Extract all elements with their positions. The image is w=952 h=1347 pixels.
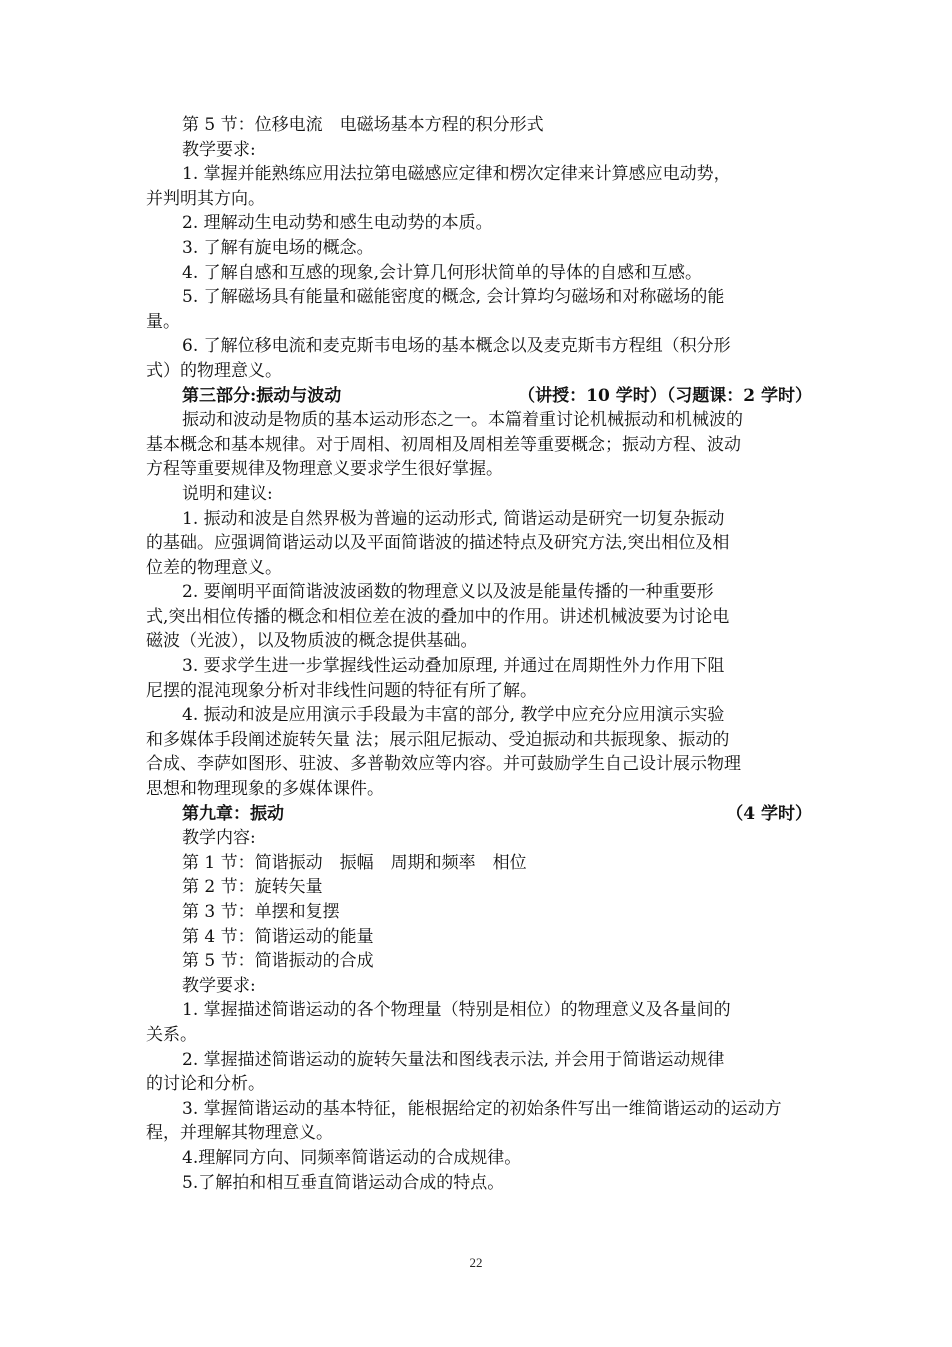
text-line: 振动和波动是物质的基本运动形态之一。本篇着重讨论机械振动和机械波的 <box>182 410 743 431</box>
text-line: 2. 掌握描述简谐运动的旋转矢量法和图线表示法, 并会用于简谐运动规律 <box>182 1049 725 1070</box>
text-line: 位差的物理意义。 <box>146 557 282 578</box>
part-3-body <box>146 408 812 802</box>
text-line: 磁波（光波），以及物质波的概念提供基础。 <box>146 631 478 652</box>
text-line: 第 3 节：单摆和复摆 <box>182 902 340 922</box>
text-line: 5. 了解磁场具有能量和磁能密度的概念, 会计算均匀磁场和对称磁场的能 <box>182 287 725 308</box>
text-line: 5.了解拍和相互垂直简谐运动合成的特点。 <box>182 1172 505 1193</box>
text-line: 式）的物理意义。 <box>146 360 282 381</box>
part-3-title: 第三部分:振动与波动 <box>182 385 342 406</box>
text-line: 量。 <box>146 311 180 332</box>
text-line: 教学要求: <box>182 139 256 160</box>
text-line: 6. 了解位移电流和麦克斯韦电场的基本概念以及麦克斯韦方程组（积分形 <box>182 336 731 357</box>
chapter-9-heading <box>146 802 812 827</box>
text-line: 4. 了解自感和互感的现象,会计算几何形状简单的导体的自感和互感。 <box>182 262 703 283</box>
text-line: 第 2 节：旋转矢量 <box>182 877 323 898</box>
text-line: 3. 掌握简谐运动的基本特征，能根据给定的初始条件写出一维简谐运动的运动方 <box>182 1098 782 1119</box>
section-5-requirements <box>146 113 812 384</box>
text-line: 思想和物理现象的多媒体课件。 <box>146 779 384 800</box>
text-line: 的讨论和分析。 <box>146 1074 265 1095</box>
text-line: 3. 要求学生进一步掌握线性运动叠加原理, 并通过在周期性外力作用下阻 <box>182 656 725 677</box>
text-line: 2. 理解动生电动势和感生电动势的本质。 <box>182 213 493 234</box>
text-line: 第 1 节：简谐振动 振幅 周期和频率 相位 <box>182 852 527 873</box>
text-line: 的基础。应强调简谐运动以及平面简谐波的描述特点及研究方法,突出相位及相 <box>146 533 730 554</box>
text-line: 教学要求: <box>182 975 256 996</box>
text-line: 4. 振动和波是应用演示手段最为丰富的部分, 教学中应充分应用演示实验 <box>182 705 725 726</box>
text-line: 第 5 节：简谐振动的合成 <box>182 951 374 972</box>
text-line: 尼摆的混沌现象分析对非线性问题的特征有所了解。 <box>146 680 537 701</box>
text-line: 教学内容: <box>182 828 256 849</box>
text-column <box>146 113 812 1195</box>
text-line: 1. 振动和波是自然界极为普遍的运动形式, 简谐运动是研究一切复杂振动 <box>182 508 725 529</box>
text-line: 3. 了解有旋电场的概念。 <box>182 237 374 258</box>
chapter-9-title: 第九章：振动 <box>182 803 284 824</box>
chapter-9-hours: （4 学时） <box>726 803 812 824</box>
text-line: 式,突出相位传播的概念和相位差在波的叠加中的作用。讲述机械波要为讨论电 <box>146 606 730 627</box>
text-line: 4.理解同方向、同频率简谐运动的合成规律。 <box>182 1147 522 1168</box>
text-line: 关系。 <box>146 1024 197 1045</box>
part-3-heading <box>146 384 812 409</box>
text-line: 第 5 节：位移电流 电磁场基本方程的积分形式 <box>182 115 544 135</box>
chapter-9-body <box>146 826 812 1195</box>
text-line: 方程等重要规律及物理意义要求学生很好掌握。 <box>146 459 503 480</box>
part-3-hours: （讲授：10 学时）（习题课：2 学时） <box>518 385 812 406</box>
text-line: 2. 要阐明平面简谐波波函数的物理意义以及波是能量传播的一种重要形 <box>182 582 714 603</box>
page-number: 22 <box>469 1255 483 1270</box>
text-line: 1. 掌握并能熟练应用法拉第电磁感应定律和楞次定律来计算感应电动势， <box>182 164 731 185</box>
text-line: 程，并理解其物理意义。 <box>146 1123 333 1144</box>
text-line: 说明和建议: <box>182 483 273 504</box>
text-line: 并判明其方向。 <box>146 188 265 209</box>
text-line: 第 4 节：简谐运动的能量 <box>182 926 374 947</box>
text-line: 基本概念和基本规律。对于周相、初周相及周相差等重要概念；振动方程、波动 <box>146 434 741 455</box>
text-line: 1. 掌握描述简谐运动的各个物理量（特别是相位）的物理意义及各量间的 <box>182 1000 731 1021</box>
text-line: 和多媒体手段阐述旋转矢量 法；展示阻尼振动、受迫振动和共振现象、振动的 <box>146 729 730 750</box>
text-line: 合成、李萨如图形、驻波、多普勒效应等内容。并可鼓励学生自己设计展示物理 <box>146 754 741 775</box>
